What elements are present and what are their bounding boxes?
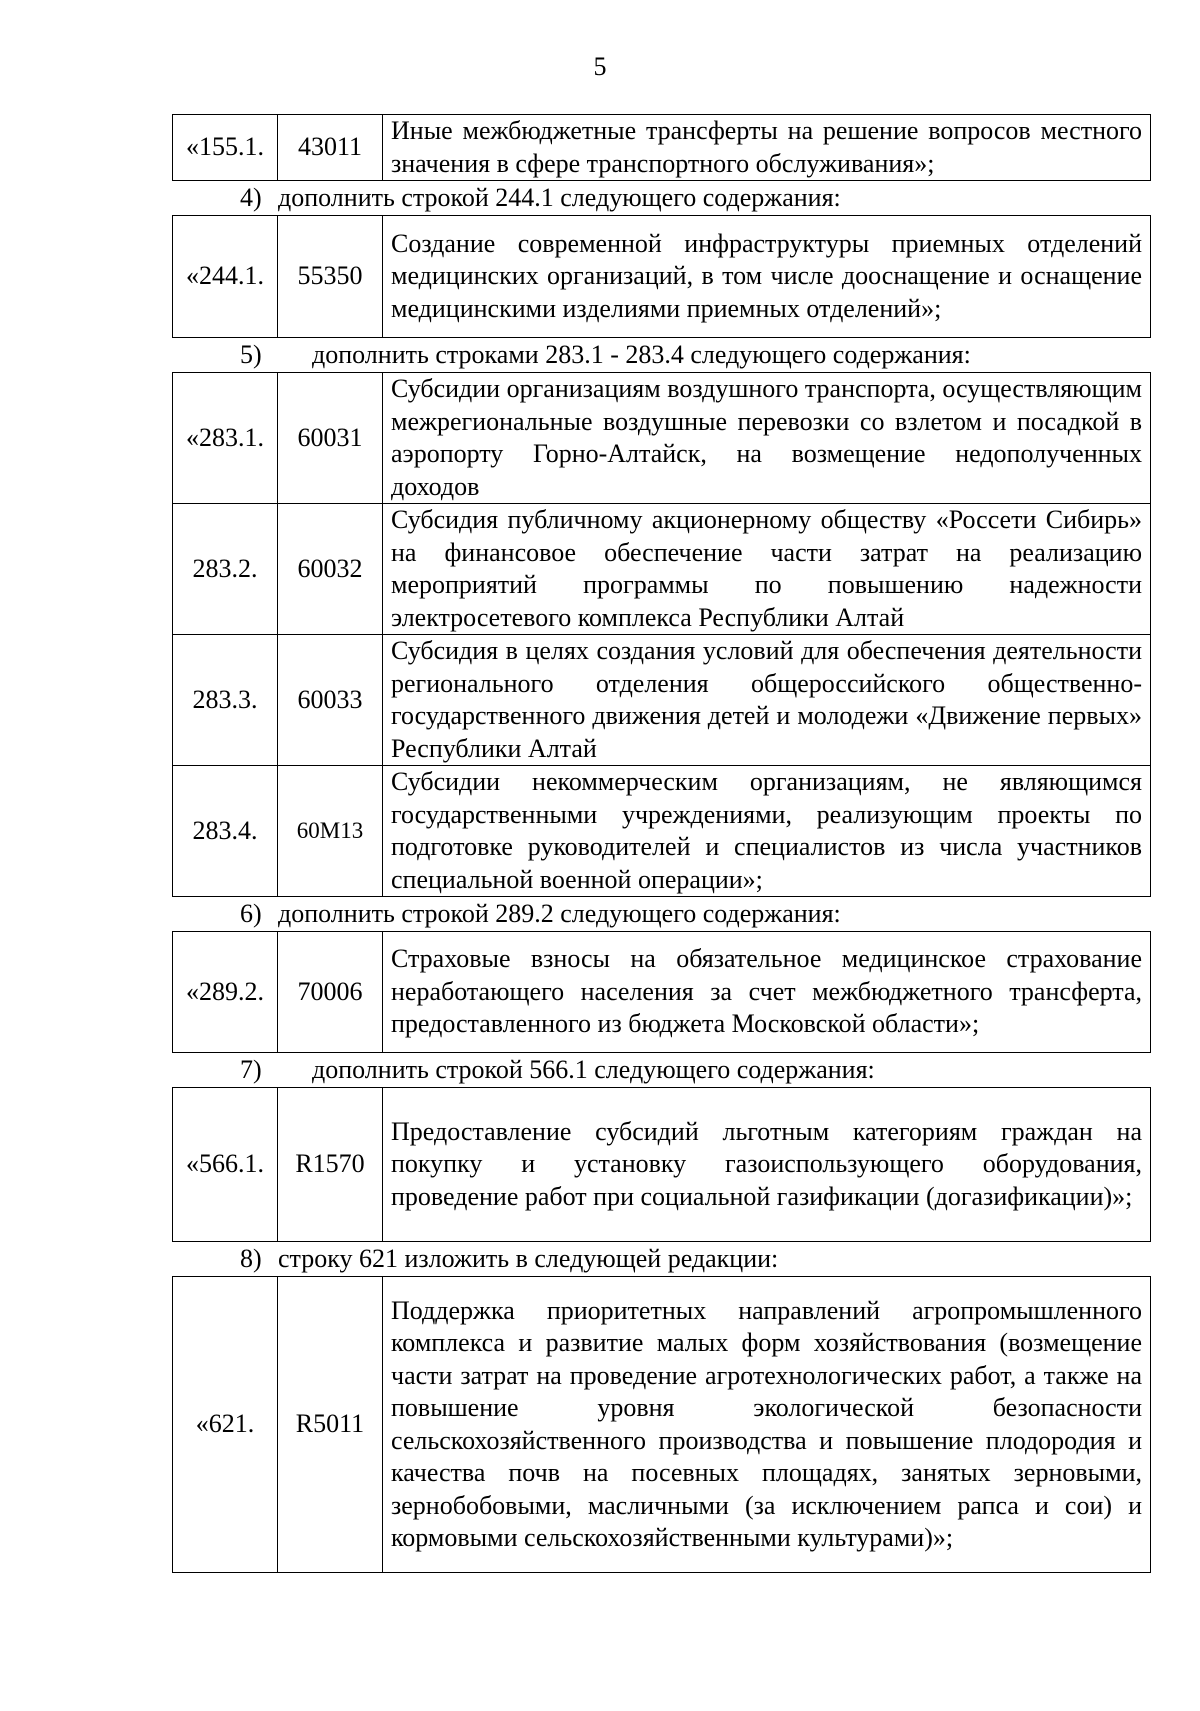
table-row <box>173 932 1151 1053</box>
instruction-text: строку 621 изложить в следующей редакции: <box>278 1244 779 1273</box>
code-cell: R5011 <box>278 1277 383 1573</box>
amendment-table <box>172 215 1151 338</box>
code-cell: 60031 <box>278 373 383 504</box>
instruction-text: дополнить строкой 244.1 следующего содержания: <box>278 183 841 212</box>
row-number-cell: «155.1. <box>173 115 278 181</box>
description-cell: Субсидия публичному акционерному обществу «Россети Сибирь» на финансовое обеспечение части затрат на реализацию мероприятий программы по повышению надежности электросетевого комплекса Республики Алтай <box>383 504 1151 635</box>
amendment-table <box>172 372 1151 897</box>
instruction-number: 5) <box>240 340 262 369</box>
description-cell: Создание современной инфраструктуры приемных отделений медицинских организаций, в том числе дооснащение и оснащение медицинскими изделиями приемных отделений»; <box>383 216 1151 338</box>
code-cell: 60032 <box>278 504 383 635</box>
page-number: 5 <box>593 52 607 81</box>
amendment-block <box>172 897 1150 1053</box>
amendment-instruction <box>172 1053 1150 1087</box>
instruction-text: дополнить строкой 566.1 следующего содержания: <box>312 1055 875 1084</box>
instruction-text: дополнить строками 283.1 - 283.4 следующего содержания: <box>312 340 971 369</box>
description-cell: Иные межбюджетные трансферты на решение вопросов местного значения в сфере транспортного обслуживания»; <box>383 115 1151 181</box>
row-number-cell: «289.2. <box>173 932 278 1053</box>
row-number-cell: «283.1. <box>173 373 278 504</box>
amendment-document <box>172 114 1150 1573</box>
table-row <box>173 216 1151 338</box>
amendment-block <box>172 1053 1150 1242</box>
instruction-number: 6) <box>240 899 262 928</box>
description-cell: Поддержка приоритетных направлений агропромышленного комплекса и развитие малых форм хозяйствования (возмещение части затрат на проведение агротехнологических работ, а также на повышение уровня экологической безопасности сельскохозяйственного производства и повышение плодородия и качества почв на посевных площадях, занятых зерновыми, зернобобовыми, масличными (за исключением рапса и сои) и кормовыми сельскохозяйственными культурами)»; <box>383 1277 1151 1573</box>
amendment-table <box>172 931 1151 1053</box>
table-row <box>173 115 1151 181</box>
row-number-cell: 283.3. <box>173 635 278 766</box>
code-cell: 60M13 <box>278 766 383 897</box>
instruction-number: 8) <box>240 1244 262 1273</box>
row-number-cell: 283.2. <box>173 504 278 635</box>
amendment-instruction <box>172 897 1150 931</box>
amendment-block <box>172 181 1150 338</box>
amendment-instruction <box>172 338 1150 372</box>
amendment-table <box>172 1276 1151 1573</box>
row-number-cell: 283.4. <box>173 766 278 897</box>
description-cell: Страховые взносы на обязательное медицинское страхование неработающего населения за счет межбюджетного трансферта, предоставленного из бюджета Московской области»; <box>383 932 1151 1053</box>
code-cell: 70006 <box>278 932 383 1053</box>
code-cell: R1570 <box>278 1088 383 1242</box>
row-number-cell: «566.1. <box>173 1088 278 1242</box>
amendment-block <box>172 114 1150 181</box>
row-number-cell: «621. <box>173 1277 278 1573</box>
amendment-instruction <box>172 1242 1150 1276</box>
description-cell: Субсидия в целях создания условий для обеспечения деятельности регионального отделения общероссийского общественно-государственного движения детей и молодежи «Движение первых» Республики Алтай <box>383 635 1151 766</box>
amendment-table <box>172 1087 1151 1242</box>
table-row <box>173 1088 1151 1242</box>
table-row <box>173 373 1151 504</box>
code-cell: 55350 <box>278 216 383 338</box>
instruction-number: 4) <box>240 183 262 212</box>
code-cell: 43011 <box>278 115 383 181</box>
table-row <box>173 635 1151 766</box>
description-cell: Субсидии организациям воздушного транспорта, осуществляющим межрегиональные воздушные перевозки со взлетом и посадкой в аэропорту Горно-Алтайск, на возмещение недополученных доходов <box>383 373 1151 504</box>
code-cell: 60033 <box>278 635 383 766</box>
amendment-block <box>172 338 1150 897</box>
description-cell: Субсидии некоммерческим организациям, не являющимся государственными учреждениями, реализующим проекты по подготовке руководителей и специалистов из числа участников специальной военной операции»; <box>383 766 1151 897</box>
table-row <box>173 766 1151 897</box>
instruction-number: 7) <box>240 1055 262 1084</box>
instruction-text: дополнить строкой 289.2 следующего содержания: <box>278 899 841 928</box>
amendment-instruction <box>172 181 1150 215</box>
row-number-cell: «244.1. <box>173 216 278 338</box>
table-row <box>173 1277 1151 1573</box>
amendment-table <box>172 114 1151 181</box>
table-row <box>173 504 1151 635</box>
amendment-block <box>172 1242 1150 1573</box>
description-cell: Предоставление субсидий льготным категориям граждан на покупку и установку газоиспользующего оборудования, проведение работ при социальной газификации (догазификации)»; <box>383 1088 1151 1242</box>
